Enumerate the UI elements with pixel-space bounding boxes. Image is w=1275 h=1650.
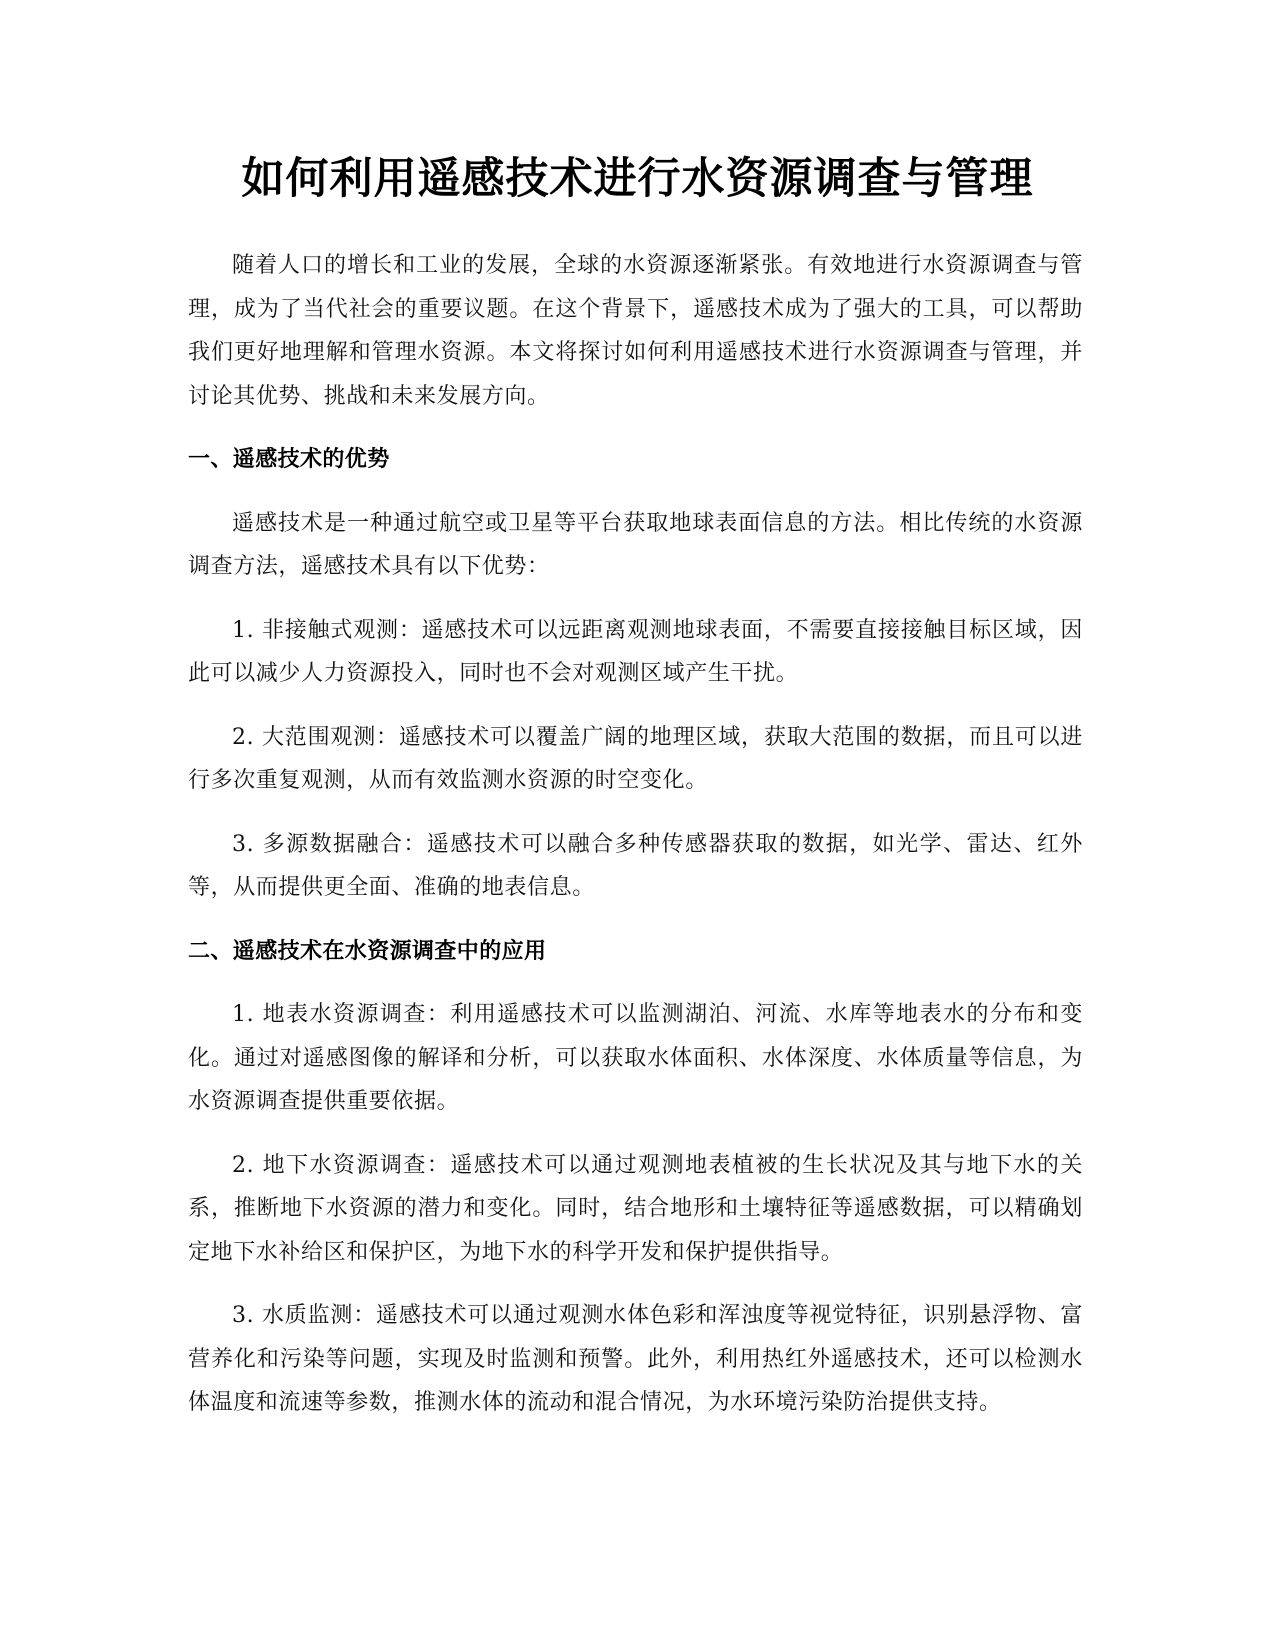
document-body xyxy=(188,244,1083,1445)
list-item: 3. 多源数据融合：遥感技术可以融合多种传感器获取的数据，如光学、雷达、红外等，从而提供更全面、准确的地表信息。 xyxy=(188,831,1083,900)
intro-paragraph: 随着人口的增长和工业的发展，全球的水资源逐渐紧张。有效地进行水资源调查与管理，成为了当代社会的重要议题。在这个背景下，遥感技术成为了强大的工具，可以帮助我们更好地理解和管理水资源。本文将探讨如何利用遥感技术进行水资源调查与管理，并讨论其优势、挑战和未来发展方向。 xyxy=(188,253,1083,409)
list-item: 1. 非接触式观测：遥感技术可以远距离观测地球表面，不需要直接接触目标区域，因此可以减少人力资源投入，同时也不会对观测区域产生干扰。 xyxy=(188,617,1083,686)
section-intro-paragraph: 遥感技术是一种通过航空或卫星等平台获取地球表面信息的方法。相比传统的水资源调查方法，遥感技术具有以下优势： xyxy=(188,510,1083,579)
document-title: 如何利用遥感技术进行水资源调查与管理 xyxy=(241,154,1034,204)
list-item: 2. 地下水资源调查：遥感技术可以通过观测地表植被的生长状况及其与地下水的关系，推断地下水资源的潜力和变化。同时，结合地形和土壤特征等遥感数据，可以精确划定地下水补给区和保护区，为地下水的科学开发和保护提供指导。 xyxy=(188,1152,1083,1265)
list-item: 2. 大范围观测：遥感技术可以覆盖广阔的地理区域，获取大范围的数据，而且可以进行多次重复观测，从而有效监测水资源的时空变化。 xyxy=(188,724,1083,793)
section-heading-advantages: 一、遥感技术的优势 xyxy=(188,447,390,472)
section-heading-applications: 二、遥感技术在水资源调查中的应用 xyxy=(188,938,547,964)
list-item: 3. 水质监测：遥感技术可以通过观测水体色彩和浑浊度等视觉特征，识别悬浮物、富营养化和污染等问题，实现及时监测和预警。此外，利用热红外遥感技术，还可以检测水体温度和流速等参数，推测水体的流动和混合情况，为水环境污染防治提供支持。 xyxy=(188,1303,1083,1415)
list-item: 1. 地表水资源调查：利用遥感技术可以监测湖泊、河流、水库等地表水的分布和变化。通过对遥感图像的解译和分析，可以获取水体面积、水体深度、水体质量等信息，为水资源调查提供重要依据。 xyxy=(188,1002,1083,1114)
